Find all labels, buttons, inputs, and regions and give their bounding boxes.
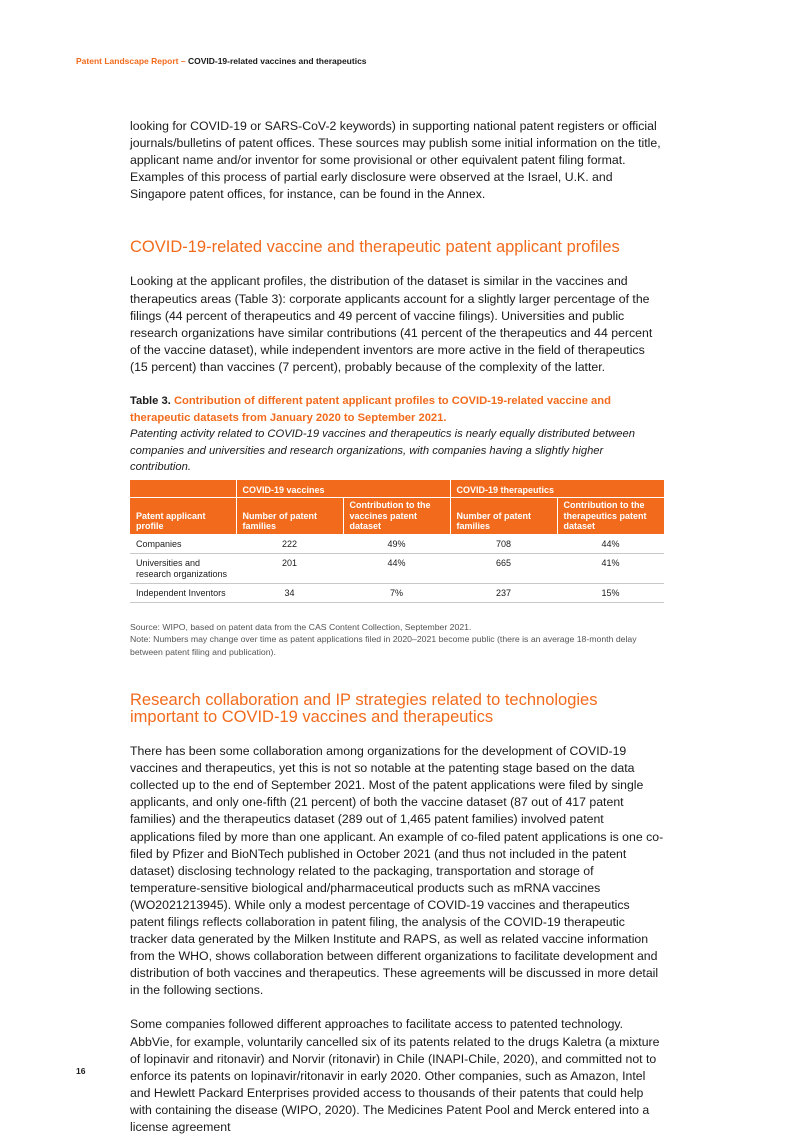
cell-ther-families: 708 [450,534,557,553]
table-note: Note: Numbers may change over time as patent applications filed in 2020–2021 become public (there is an average 18-month delay between patent filing and publication). [130,634,637,657]
cell-profile: Independent Inventors [130,583,236,602]
col-header-vac-families: Number of patent families [236,498,343,535]
group-header-therapeutics: COVID-19 therapeutics [450,480,664,498]
applicant-profile-table [130,480,664,603]
cell-vac-families: 34 [236,583,343,602]
table-label: Table 3. [130,395,171,408]
col-header-vac-contrib: Contribution to the vaccines patent dataset [343,498,450,535]
cell-profile: Companies [130,534,236,553]
collaboration-paragraph-2: Some companies followed different approaches to facilitate access to patented technology. AbbVie, for example, voluntarily cancelled six of its patents related to the drugs Kaletra (a mixture of lopinavir and ritonavir) and Norvir (ritonavir) in Chile (INAPI-Chile, 2020), and committed not to enforce its patents on lopinavir/ritonavir in early 2020. Other companies, such as Amazon, Intel and Hewlett Packard Enterprises provided access to thousands of their patents that could help with containing the disease (WIPO, 2020). The Medicines Patent Pool and Merck entered into a license agreement [130,1017,660,1134]
cell-ther-contrib: 15% [557,583,664,602]
table-row [130,553,664,583]
cell-vac-families: 201 [236,553,343,583]
table-source-notes [130,621,664,659]
cell-vac-contrib: 44% [343,553,450,583]
table-row [130,583,664,602]
cell-ther-families: 665 [450,553,557,583]
section-heading-collaboration: Research collaboration and IP strategies related to technologies important to COVID-19 vaccines and therapeutics [130,691,598,727]
intro-paragraph: looking for COVID-19 or SARS-CoV-2 keywords) in supporting national patent registers or official journals/bulletins of patent offices. These sources may publish some initial information on the title, applicant name and/or inventor for some provisional or other equivalent patent filing format. Examples of this process of partial early disclosure were observed at the Israel, U.K. and Singapore patent offices, for instance, can be found in the Annex. [130,119,661,202]
table-header-blank [130,480,236,498]
cell-ther-families: 237 [450,583,557,602]
cell-vac-contrib: 49% [343,534,450,553]
section-heading-applicant-profiles: COVID-19-related vaccine and therapeutic patent applicant profiles [130,238,620,257]
cell-profile: Universities and research organizations [130,553,236,583]
col-header-profile: Patent applicant profile [130,498,236,535]
header-title: COVID-19-related vaccines and therapeutics [187,56,367,66]
col-header-ther-contrib: Contribution to the therapeutics patent dataset [557,498,664,535]
running-header [76,56,367,66]
table-caption [130,393,664,476]
cell-vac-contrib: 7% [343,583,450,602]
cell-ther-contrib: 41% [557,553,664,583]
table-row [130,534,664,553]
cell-vac-families: 222 [236,534,343,553]
header-prefix: Patent Landscape Report – [76,56,188,66]
col-header-ther-families: Number of patent families [450,498,557,535]
applicant-profiles-paragraph: Looking at the applicant profiles, the distribution of the dataset is similar in the vaccines and therapeutics areas (Table 3): corporate applicants account for a slightly larger percentage of the filings (44 percent of therapeutics and 49 percent of vaccine filings). Universities and public research organizations have similar contributions (41 percent of the therapeutics and 44 percent of the vaccine dataset), while independent inventors are more active in the field of therapeutics (15 percent) than vaccines (7 percent), probably because of the complexity of the latter. [130,274,653,374]
table-source: Source: WIPO, based on patent data from the CAS Content Collection, September 2021. [130,621,472,632]
group-header-vaccines: COVID-19 vaccines [236,480,450,498]
page-content [130,118,664,1136]
page-number: 16 [76,1066,86,1076]
cell-ther-contrib: 44% [557,534,664,553]
table-title: Contribution of different patent applicant profiles to COVID-19-related vaccine and therapeutic datasets from January 2020 to September 2021. [130,395,611,424]
table-subtitle: Patenting activity related to COVID-19 vaccines and therapeutics is nearly equally distributed between companies and universities and research organizations, with companies having a slightly higher contribution. [130,428,635,474]
collaboration-paragraph-1: There has been some collaboration among organizations for the development of COVID-19 vaccines and therapeutics, yet this is not so notable at the patenting stage based on the data collected up to the end of September 2021. Most of the patent applications were filed by single applicants, and only one-fifth (21 percent) of both the vaccine dataset (87 out of 417 patent families) and the therapeutics dataset (289 out of 1,465 patent families) involved patent applications filed by more than one applicant. An example of co-filed patent applications is one co-filed by Pfizer and BioNTech published in October 2021 (and thus not included in the patent dataset) disclosing technology related to the packaging, transportation and storage of temperature-sensitive biological and/pharmaceutical products such as mRNA vaccines (WO2021213945). While only a modest percentage of COVID-19 vaccines and therapeutics patent filings reflects collaboration in patent filing, the analysis of the COVID-19 therapeutic tracker data generated by the Milken Institute and RAPS, as well as related vaccine information from the WHO, shows collaboration between different organizations to facilitate development and distribution of both vaccines and therapeutics. These agreements will be discussed in more detail in the following sections. [130,744,664,998]
